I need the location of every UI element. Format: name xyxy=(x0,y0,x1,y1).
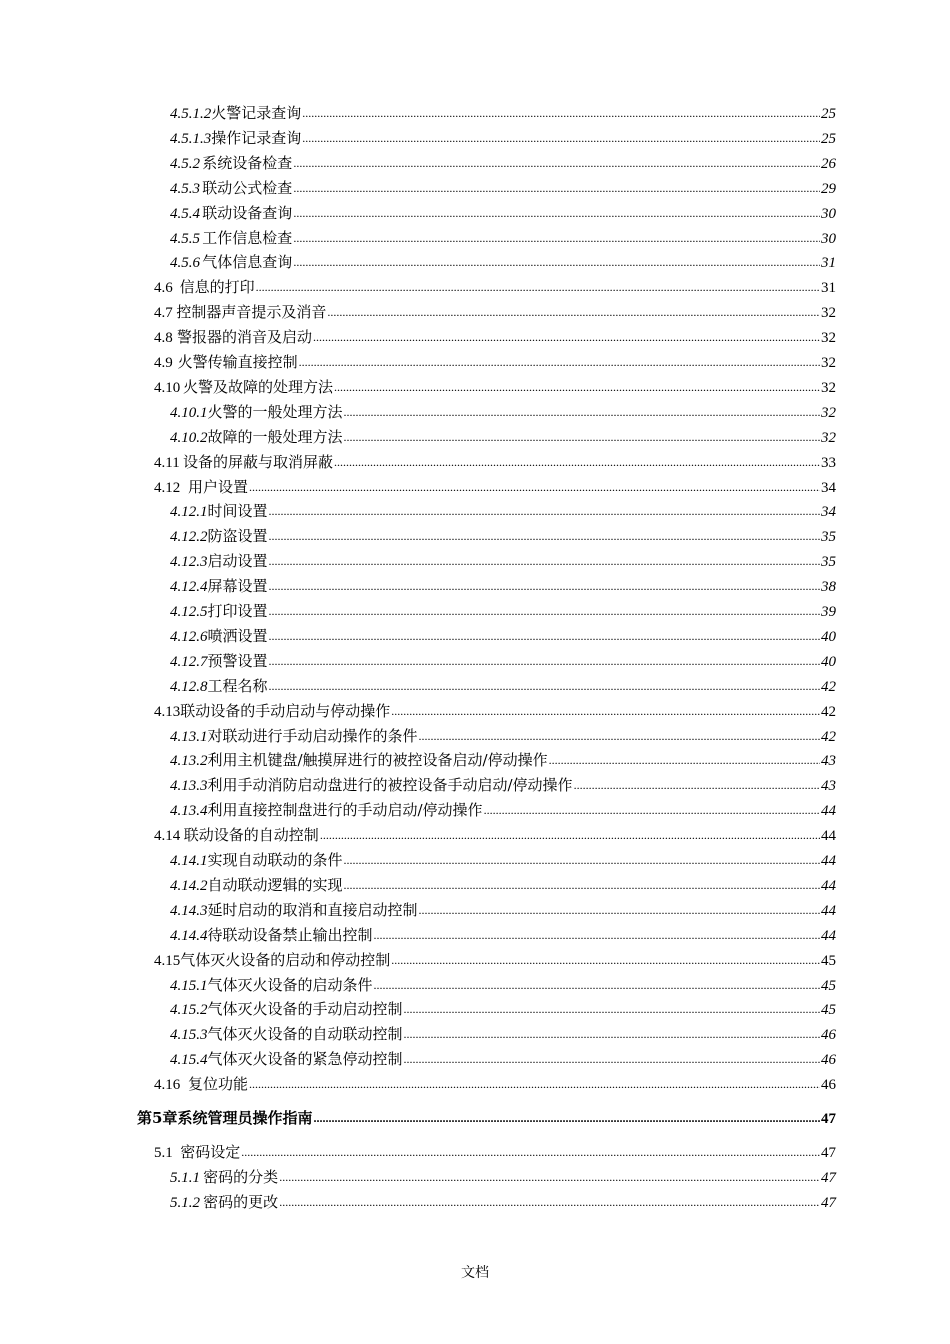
toc-entry-number: 4.13.4 xyxy=(170,803,208,820)
toc-entry[interactable] xyxy=(154,327,836,348)
toc-entry-page: 44 xyxy=(821,828,836,845)
toc-entry-number: 4.13.1 xyxy=(170,728,208,745)
toc-entry-title: 预警设置 xyxy=(207,651,268,670)
toc-entry-page: 32 xyxy=(821,305,836,322)
toc-entry-number: 4.5.1.3 xyxy=(170,130,212,147)
toc-dot-leader xyxy=(269,675,820,696)
toc-entry-number: 4.8 xyxy=(154,330,173,347)
toc-entry-page: 26 xyxy=(821,155,836,172)
toc-entry[interactable] xyxy=(154,277,836,298)
toc-entry-number: 4.7 xyxy=(154,305,173,322)
toc-dot-leader xyxy=(404,1023,820,1044)
toc-entry[interactable] xyxy=(170,203,836,224)
toc-entry-number: 4.16 xyxy=(154,1077,181,1094)
toc-entry-title: 密码的更改 xyxy=(203,1192,279,1211)
toc-entry-page: 45 xyxy=(821,952,836,969)
toc-dot-leader xyxy=(484,799,820,820)
toc-entry-title: 密码设定 xyxy=(180,1143,241,1161)
toc-dot-leader xyxy=(269,550,820,571)
toc-entry-title: 工作信息检查 xyxy=(202,228,293,247)
toc-dot-leader xyxy=(313,1107,820,1128)
toc-entry-number: 4.6 xyxy=(154,280,173,297)
toc-entry[interactable] xyxy=(170,999,836,1020)
toc-entry-number: 4.14.2 xyxy=(170,877,208,894)
toc-entry[interactable] xyxy=(170,750,836,771)
toc-entry-page: 30 xyxy=(821,230,836,247)
toc-entry-number: 4.10.1 xyxy=(170,404,208,421)
toc-entry[interactable] xyxy=(170,501,836,522)
toc-dot-leader xyxy=(241,1141,820,1162)
toc-dot-leader xyxy=(302,127,820,148)
toc-dot-leader xyxy=(299,351,820,372)
toc-entry[interactable] xyxy=(170,626,836,647)
toc-entry[interactable] xyxy=(170,1049,836,1070)
toc-entry-page: 31 xyxy=(821,280,836,297)
toc-entry-title: 待联动设备禁止输出控制 xyxy=(207,925,373,944)
toc-dot-leader xyxy=(344,874,820,895)
toc-dot-leader xyxy=(334,376,820,397)
toc-entry-number: 4.12.4 xyxy=(170,579,208,596)
toc-dot-leader xyxy=(419,725,820,746)
toc-entry-number: 4.13 xyxy=(154,703,181,720)
toc-entry-title: 启动设置 xyxy=(207,552,268,571)
toc-entry-number: 4.5.4 xyxy=(170,205,200,222)
toc-dot-leader xyxy=(419,899,820,920)
toc-entry[interactable] xyxy=(170,103,836,124)
toc-entry-title: 火警及故障的处理方法 xyxy=(182,377,333,396)
toc-entry-page: 47 xyxy=(821,1194,836,1211)
toc-entry-page: 33 xyxy=(821,454,836,471)
toc-entry-title: 系统管理员操作指南 xyxy=(177,1109,313,1127)
toc-entry-title: 系统设备检查 xyxy=(202,153,293,172)
toc-entry-number: 4.15 xyxy=(154,952,181,969)
toc-entry[interactable] xyxy=(170,900,836,921)
toc-dot-leader xyxy=(313,326,820,347)
toc-entry-page: 44 xyxy=(821,803,836,820)
toc-entry-number: 5.1.1 xyxy=(170,1169,200,1186)
toc-entry-title: 气体灭火设备的紧急停动控制 xyxy=(207,1050,403,1069)
toc-entry-title: 工程名称 xyxy=(207,676,268,695)
toc-entry-page: 35 xyxy=(821,554,836,571)
toc-entry-page: 42 xyxy=(821,728,836,745)
toc-entry[interactable] xyxy=(170,850,836,871)
page-footer: 文档 xyxy=(461,1265,489,1281)
toc-entry-title: 利用直接控制盘进行的手动启动/停动操作 xyxy=(207,801,483,820)
toc-entry-title: 打印设置 xyxy=(207,602,268,620)
toc-entry-number: 4.14.4 xyxy=(170,927,208,944)
toc-entry[interactable] xyxy=(137,1108,836,1129)
toc-entry[interactable] xyxy=(170,1167,836,1188)
toc-entry-title: 设备的屏蔽与取消屏蔽 xyxy=(182,452,333,471)
toc-entry[interactable] xyxy=(170,1192,836,1213)
toc-entry-page: 35 xyxy=(821,529,836,546)
toc-entry-title: 密码的分类 xyxy=(203,1167,279,1186)
toc-entry-page: 30 xyxy=(821,205,836,222)
toc-entry-page: 29 xyxy=(821,180,836,197)
toc-entry-number: 4.13.2 xyxy=(170,753,208,770)
toc-dot-leader xyxy=(374,974,820,995)
toc-entry-title: 火警记录查询 xyxy=(211,104,302,122)
toc-entry[interactable] xyxy=(154,701,836,722)
toc-entry-title: 屏幕设置 xyxy=(207,577,268,596)
toc-entry[interactable] xyxy=(154,1142,836,1163)
toc-entry-number: 4.10.2 xyxy=(170,429,208,446)
toc-dot-leader xyxy=(269,575,820,596)
toc-dot-leader xyxy=(391,700,820,721)
toc-dot-leader xyxy=(279,1166,820,1187)
toc-entry-page: 32 xyxy=(821,429,836,446)
toc-dot-leader xyxy=(391,949,820,970)
toc-entry[interactable] xyxy=(170,128,836,149)
toc-entry-number: 4.5.5 xyxy=(170,230,200,247)
toc-entry-number: 4.5.6 xyxy=(170,255,200,272)
toc-entry[interactable] xyxy=(170,676,836,697)
toc-dot-leader xyxy=(256,276,820,297)
toc-dot-leader xyxy=(374,924,820,945)
toc-dot-leader xyxy=(344,401,820,422)
toc-entry-title: 操作记录查询 xyxy=(211,128,302,147)
toc-dot-leader xyxy=(334,451,820,472)
toc-entry-title: 复位功能 xyxy=(188,1075,249,1094)
toc-entry-page: 44 xyxy=(821,927,836,944)
toc-entry[interactable] xyxy=(170,800,836,821)
toc-entry-number: 4.14 xyxy=(154,828,181,845)
toc-entry-title: 气体灭火设备的自动联动控制 xyxy=(207,1025,403,1044)
toc-entry[interactable] xyxy=(170,551,836,572)
toc-dot-leader xyxy=(269,625,820,646)
toc-entry-page: 34 xyxy=(821,504,836,521)
toc-entry[interactable] xyxy=(170,427,836,448)
toc-entry-title: 气体信息查询 xyxy=(202,253,293,272)
toc-entry-page: 42 xyxy=(821,703,836,720)
toc-entry[interactable] xyxy=(154,825,836,846)
toc-entry[interactable] xyxy=(170,601,836,622)
toc-dot-leader xyxy=(404,998,820,1019)
toc-entry[interactable] xyxy=(170,925,836,946)
toc-entry-page: 32 xyxy=(821,379,836,396)
toc-dot-leader xyxy=(279,1191,820,1212)
toc-entry-number: 4.15.1 xyxy=(170,977,208,994)
toc-entry-title: 时间设置 xyxy=(207,502,268,521)
toc-dot-leader xyxy=(269,500,820,521)
toc-entry[interactable] xyxy=(170,526,836,547)
toc-entry-title: 气体灭火设备的启动条件 xyxy=(207,975,373,994)
toc-entry[interactable] xyxy=(170,153,836,174)
toc-entry-title: 用户设置 xyxy=(188,477,249,496)
toc-entry-title: 对联动进行手动启动操作的条件 xyxy=(207,726,418,745)
toc-dot-leader xyxy=(302,102,820,123)
toc-dot-leader xyxy=(404,1048,820,1069)
toc-entry-page: 34 xyxy=(821,479,836,496)
toc-entry[interactable] xyxy=(170,576,836,597)
toc-entry-number: 4.12 xyxy=(154,479,181,496)
toc-entry-page: 25 xyxy=(821,106,836,122)
toc-entry[interactable] xyxy=(170,726,836,747)
toc-entry-page: 46 xyxy=(821,1027,836,1044)
toc-entry[interactable] xyxy=(170,252,836,273)
toc-entry-page: 40 xyxy=(821,628,836,645)
toc-entry-number: 4.12.1 xyxy=(170,504,208,521)
toc-entry[interactable] xyxy=(154,352,836,373)
toc-dot-leader xyxy=(269,650,820,671)
toc-entry[interactable] xyxy=(154,950,836,971)
toc-entry-title: 控制器声音提示及消音 xyxy=(176,303,327,322)
toc-dot-leader xyxy=(293,251,820,272)
toc-entry-title: 联动设备的自动控制 xyxy=(183,826,319,845)
toc-entry[interactable] xyxy=(170,651,836,672)
toc-entry-page: 45 xyxy=(821,977,836,994)
toc-dot-leader xyxy=(293,227,820,248)
toc-dot-leader xyxy=(327,301,820,322)
toc-entry-title: 警报器的消音及启动 xyxy=(176,328,312,347)
toc-entry-title: 故障的一般处理方法 xyxy=(207,427,343,446)
toc-entry-title: 延时启动的取消和直接启动控制 xyxy=(207,900,418,919)
toc-entry-page: 38 xyxy=(821,579,836,596)
toc-entry-page: 31 xyxy=(821,255,836,272)
toc-dot-leader xyxy=(293,177,820,198)
toc-entry-page: 25 xyxy=(821,130,836,147)
toc-entry[interactable] xyxy=(154,1074,836,1095)
toc-entry-number: 4.5.2 xyxy=(170,155,200,172)
toc-entry-number: 4.5.3 xyxy=(170,180,200,197)
toc-entry-title: 利用主机键盘/触摸屏进行的被控设备启动/停动操作 xyxy=(207,751,548,770)
toc-entry-number: 4.12.7 xyxy=(170,653,208,670)
toc-entry-title: 气体灭火设备的手动启动控制 xyxy=(207,1000,403,1019)
toc-dot-leader xyxy=(344,849,820,870)
toc-entry-title: 气体灭火设备的启动和停动控制 xyxy=(180,950,391,969)
toc-entry-page: 45 xyxy=(821,1002,836,1019)
toc-entry-number: 4.13.3 xyxy=(170,778,208,795)
toc-entry-page: 44 xyxy=(821,902,836,919)
toc-entry-number: 4.12.5 xyxy=(170,604,208,620)
toc-entry-title: 信息的打印 xyxy=(179,278,255,297)
toc-entry[interactable] xyxy=(170,178,836,199)
toc-entry-title: 喷洒设置 xyxy=(207,626,268,645)
toc-entry-title: 利用手动消防启动盘进行的被控设备手动启动/停动操作 xyxy=(207,776,573,795)
toc-entry[interactable] xyxy=(170,775,836,796)
toc-dot-leader xyxy=(249,476,820,497)
toc-entry[interactable] xyxy=(154,477,836,498)
toc-entry-page: 43 xyxy=(821,753,836,770)
toc-entry-number: 4.15.4 xyxy=(170,1052,208,1069)
toc-entry-page: 32 xyxy=(821,330,836,347)
toc-entry-number: 5.1.2 xyxy=(170,1194,200,1211)
toc-entry-page: 39 xyxy=(821,604,836,620)
toc-entry-number: 4.12.3 xyxy=(170,554,208,571)
toc-entry-page: 43 xyxy=(821,778,836,795)
toc-entry[interactable] xyxy=(154,302,836,323)
toc-entry-number: 4.10 xyxy=(154,379,181,396)
toc-entry-number: 4.5.1.2 xyxy=(170,106,212,122)
toc-dot-leader xyxy=(249,1073,820,1094)
toc-entry-page: 32 xyxy=(821,355,836,371)
toc-dot-leader xyxy=(293,202,820,223)
toc-entry-page: 47 xyxy=(821,1169,836,1186)
toc-entry-number: 4.12.2 xyxy=(170,529,208,546)
toc-entry[interactable] xyxy=(170,975,836,996)
toc-entry-page: 44 xyxy=(821,853,836,869)
toc-entry-number: 4.15.3 xyxy=(170,1027,208,1044)
toc-entry[interactable] xyxy=(154,452,836,473)
toc-entry-page: 46 xyxy=(821,1052,836,1069)
toc-entry[interactable] xyxy=(170,228,836,249)
toc-entry-title: 火警传输直接控制 xyxy=(177,353,298,371)
toc-entry[interactable] xyxy=(170,875,836,896)
toc-dot-leader xyxy=(574,774,820,795)
toc-entry-page: 42 xyxy=(821,678,836,695)
toc-dot-leader xyxy=(269,600,820,621)
toc-dot-leader xyxy=(293,152,820,173)
toc-dot-leader xyxy=(269,525,820,546)
toc-entry-number: 4.9 xyxy=(154,355,173,371)
toc-entry[interactable] xyxy=(170,1024,836,1045)
toc-entry-title: 实现自动联动的条件 xyxy=(207,851,343,869)
toc-entry-title: 联动设备查询 xyxy=(202,203,293,222)
toc-entry-number: 4.14.1 xyxy=(170,853,208,869)
toc-entry-title: 自动联动逻辑的实现 xyxy=(207,875,343,894)
toc-dot-leader xyxy=(549,749,820,770)
toc-entry-page: 44 xyxy=(821,877,836,894)
toc-entry-page: 47 xyxy=(821,1145,836,1161)
toc-entry-number: 4.11 xyxy=(154,454,180,471)
toc-dot-leader xyxy=(320,824,820,845)
toc-entry-title: 火警的一般处理方法 xyxy=(207,402,343,421)
toc-dot-leader xyxy=(344,426,820,447)
toc-entry[interactable] xyxy=(154,377,836,398)
toc-entry-title: 联动公式检查 xyxy=(202,178,293,197)
toc-entry[interactable] xyxy=(170,402,836,423)
toc-entry-number: 4.12.8 xyxy=(170,678,208,695)
toc-entry-title: 联动设备的手动启动与停动操作 xyxy=(180,701,391,720)
toc-entry-page: 46 xyxy=(821,1077,836,1094)
toc-entry-number: 4.15.2 xyxy=(170,1002,208,1019)
toc-entry-number: 第5章 xyxy=(137,1109,178,1127)
toc-entry-page: 47 xyxy=(821,1111,836,1127)
toc-entry-number: 4.12.6 xyxy=(170,628,208,645)
toc-entry-number: 4.14.3 xyxy=(170,902,208,919)
toc-entry-page: 40 xyxy=(821,653,836,670)
toc-entry-page: 32 xyxy=(821,404,836,421)
toc-entry-number: 5.1 xyxy=(154,1145,173,1161)
toc-entry-title: 防盗设置 xyxy=(207,527,268,546)
